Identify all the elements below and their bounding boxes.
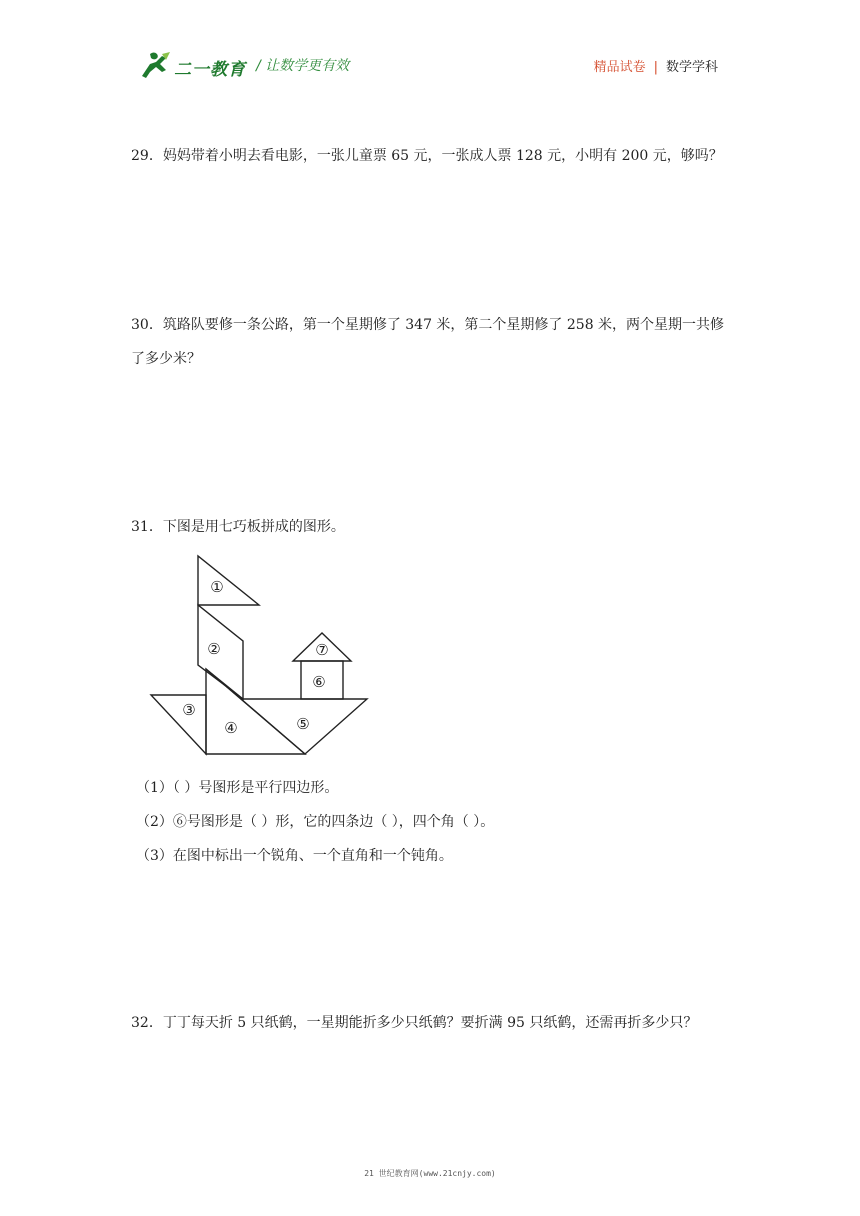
tangram-figure [148, 553, 378, 763]
tangram-piece-3 [151, 695, 206, 754]
q31-sub-1: （1）（ ）号图形是平行四边形。 [136, 780, 339, 796]
figure-label-4: ④ [224, 719, 238, 737]
question-32: 32．丁丁每天折 5 只纸鹤，一星期能折多少只纸鹤？要折满 95 只纸鹤，还需再折多少只？ [131, 1015, 698, 1031]
tangram-piece-1 [198, 556, 259, 605]
figure-label-1: ① [210, 578, 224, 596]
question-29: 29．妈妈带着小明去看电影，一张儿童票 65 元，一张成人票 128 元，小明有 200 元，够吗？ [131, 148, 723, 164]
question-31: 31．下图是用七巧板拼成的图形。 [131, 519, 345, 535]
figure-label-2: ② [207, 640, 221, 658]
figure-label-7: ⑦ [315, 641, 329, 659]
figure-label-3: ③ [182, 701, 196, 719]
q31-sub-2: （2）⑥号图形是（ ）形，它的四条边（ ），四个角（ ）。 [136, 814, 495, 830]
page-header [0, 0, 860, 100]
brand-slogan: / 让数学更有效 [256, 58, 350, 74]
question-30: 30．筑路队要修一条公路，第一个星期修了 347 米，第二个星期修了 258 米，两个星期一共修了多少米？ [131, 317, 725, 367]
figure-label-6: ⑥ [312, 673, 326, 691]
q31-sub-3: （3）在图中标出一个锐角、一个直角和一个钝角。 [136, 848, 453, 864]
header-separator: | [653, 60, 658, 75]
subject-label: 数学学科 [665, 60, 718, 75]
figure-label-5: ⑤ [296, 715, 310, 733]
page-footer: 21 世纪教育网(www.21cnjy.com) [364, 1169, 496, 1178]
header-right [594, 56, 718, 75]
paper-tag: 精品试卷 [593, 60, 646, 75]
brand-name: 二一教育 [174, 60, 246, 80]
